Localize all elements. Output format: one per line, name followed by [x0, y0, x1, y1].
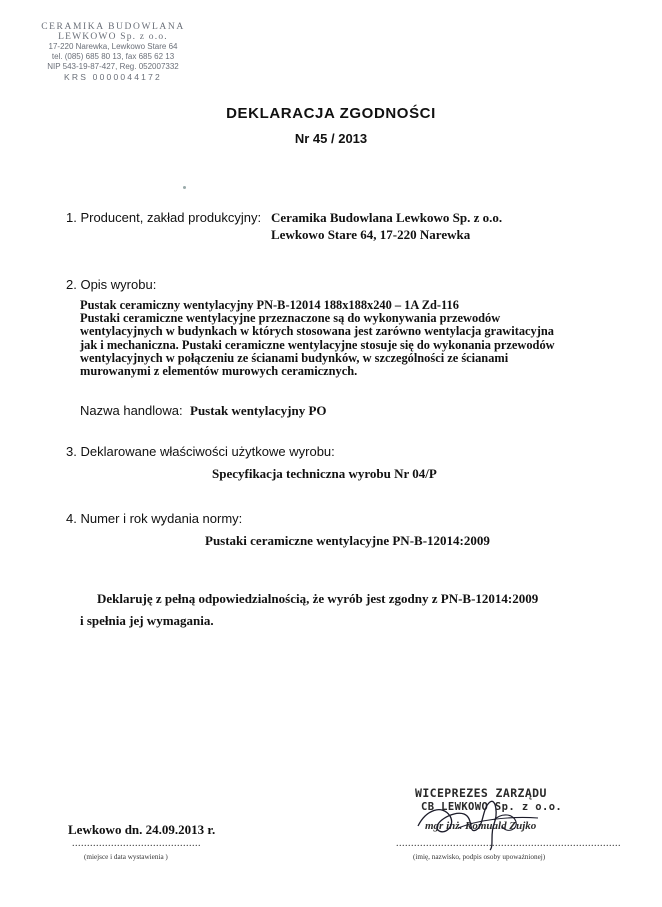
description-line: Pustak ceramiczny wentylacyjny PN-B-12014 188x188x240 – 1A Zd-116 — [80, 298, 459, 312]
description-line: jak i mechaniczna. Pustaki ceramiczne wentylacyjne stosuje się do wykonania przewodów — [80, 337, 555, 352]
place-date-dotted-line: ........................................... — [72, 838, 201, 849]
section-2-label: 2. Opis wyrobu: — [66, 277, 157, 292]
stamp-line-nip: NIP 543-19-87-427, Reg. 052007332 — [47, 62, 179, 71]
description-line: murowanymi z elementów murowych ceramicznych. — [80, 364, 358, 379]
technical-spec: Specyfikacja techniczna wyrobu Nr 04/P — [212, 466, 437, 481]
section-4-label: 4. Numer i rok wydania normy: — [66, 511, 243, 526]
product-description — [80, 299, 600, 378]
section-3-label: 3. Deklarowane właściwości użytkowe wyrobu: — [66, 444, 335, 459]
signature-caption: (imię, nazwisko, podpis osoby upoważnionej) — [413, 853, 546, 861]
speck-mark — [183, 186, 186, 189]
company-stamp — [28, 22, 198, 82]
signatory-name: mgr inż. Romuald Zujko — [425, 820, 537, 832]
trade-name-value: Pustak wentylacyjny PO — [190, 403, 327, 418]
signature-dotted-line: ........................................................................... — [396, 838, 621, 849]
description-line: wentylacyjnych w połączeniu ze ścianami budynków, w szczególności ze ścianami — [80, 350, 509, 365]
place-and-date: Lewkowo dn. 24.09.2013 r. — [68, 822, 216, 837]
stamp-line-name: LEWKOWO Sp. z o.o. — [58, 32, 168, 42]
stamp-line-krs: KRS 0000044172 — [64, 72, 162, 82]
producer-name: Ceramika Budowlana Lewkowo Sp. z o.o. — [271, 210, 503, 225]
stamp-line-address: 17-220 Narewka, Lewkowo Stare 64 — [48, 42, 178, 51]
standard-value: Pustaki ceramiczne wentylacyjne PN-B-12014:2009 — [205, 533, 490, 548]
document-title: DEKLARACJA ZGODNOŚCI — [226, 105, 436, 122]
section-1-label: 1. Producent, zakład produkcyjny: — [66, 210, 262, 225]
declaration-line-2: i spełnia jej wymagania. — [80, 613, 214, 628]
place-date-caption: (miejsce i data wystawienia ) — [84, 853, 168, 861]
description-line: wentylacyjnych w budynkach w których stosowana jest zarówno wentylacja grawitacyjna — [80, 324, 554, 339]
trade-name-label: Nazwa handlowa: — [80, 403, 183, 418]
description-line: Pustaki ceramiczne wentylacyjne przeznaczone są do wykonywania przewodów — [80, 311, 501, 326]
stamp-line-phone: tel. (085) 685 80 13, fax 685 62 13 — [51, 52, 175, 61]
producer-address: Lewkowo Stare 64, 17-220 Narewka — [271, 227, 471, 242]
signatory-company: CB LEWKOWO Sp. z o.o. — [421, 801, 563, 813]
signatory-role: WICEPREZES ZARZĄDU — [415, 786, 547, 800]
document-number: Nr 45 / 2013 — [294, 131, 368, 146]
declaration-line-1: Deklaruję z pełną odpowiedzialnością, że wyrób jest zgodny z PN-B-12014:2009 — [97, 591, 539, 606]
stamp-line-company: CERAMIKA BUDOWLANA — [41, 22, 185, 32]
